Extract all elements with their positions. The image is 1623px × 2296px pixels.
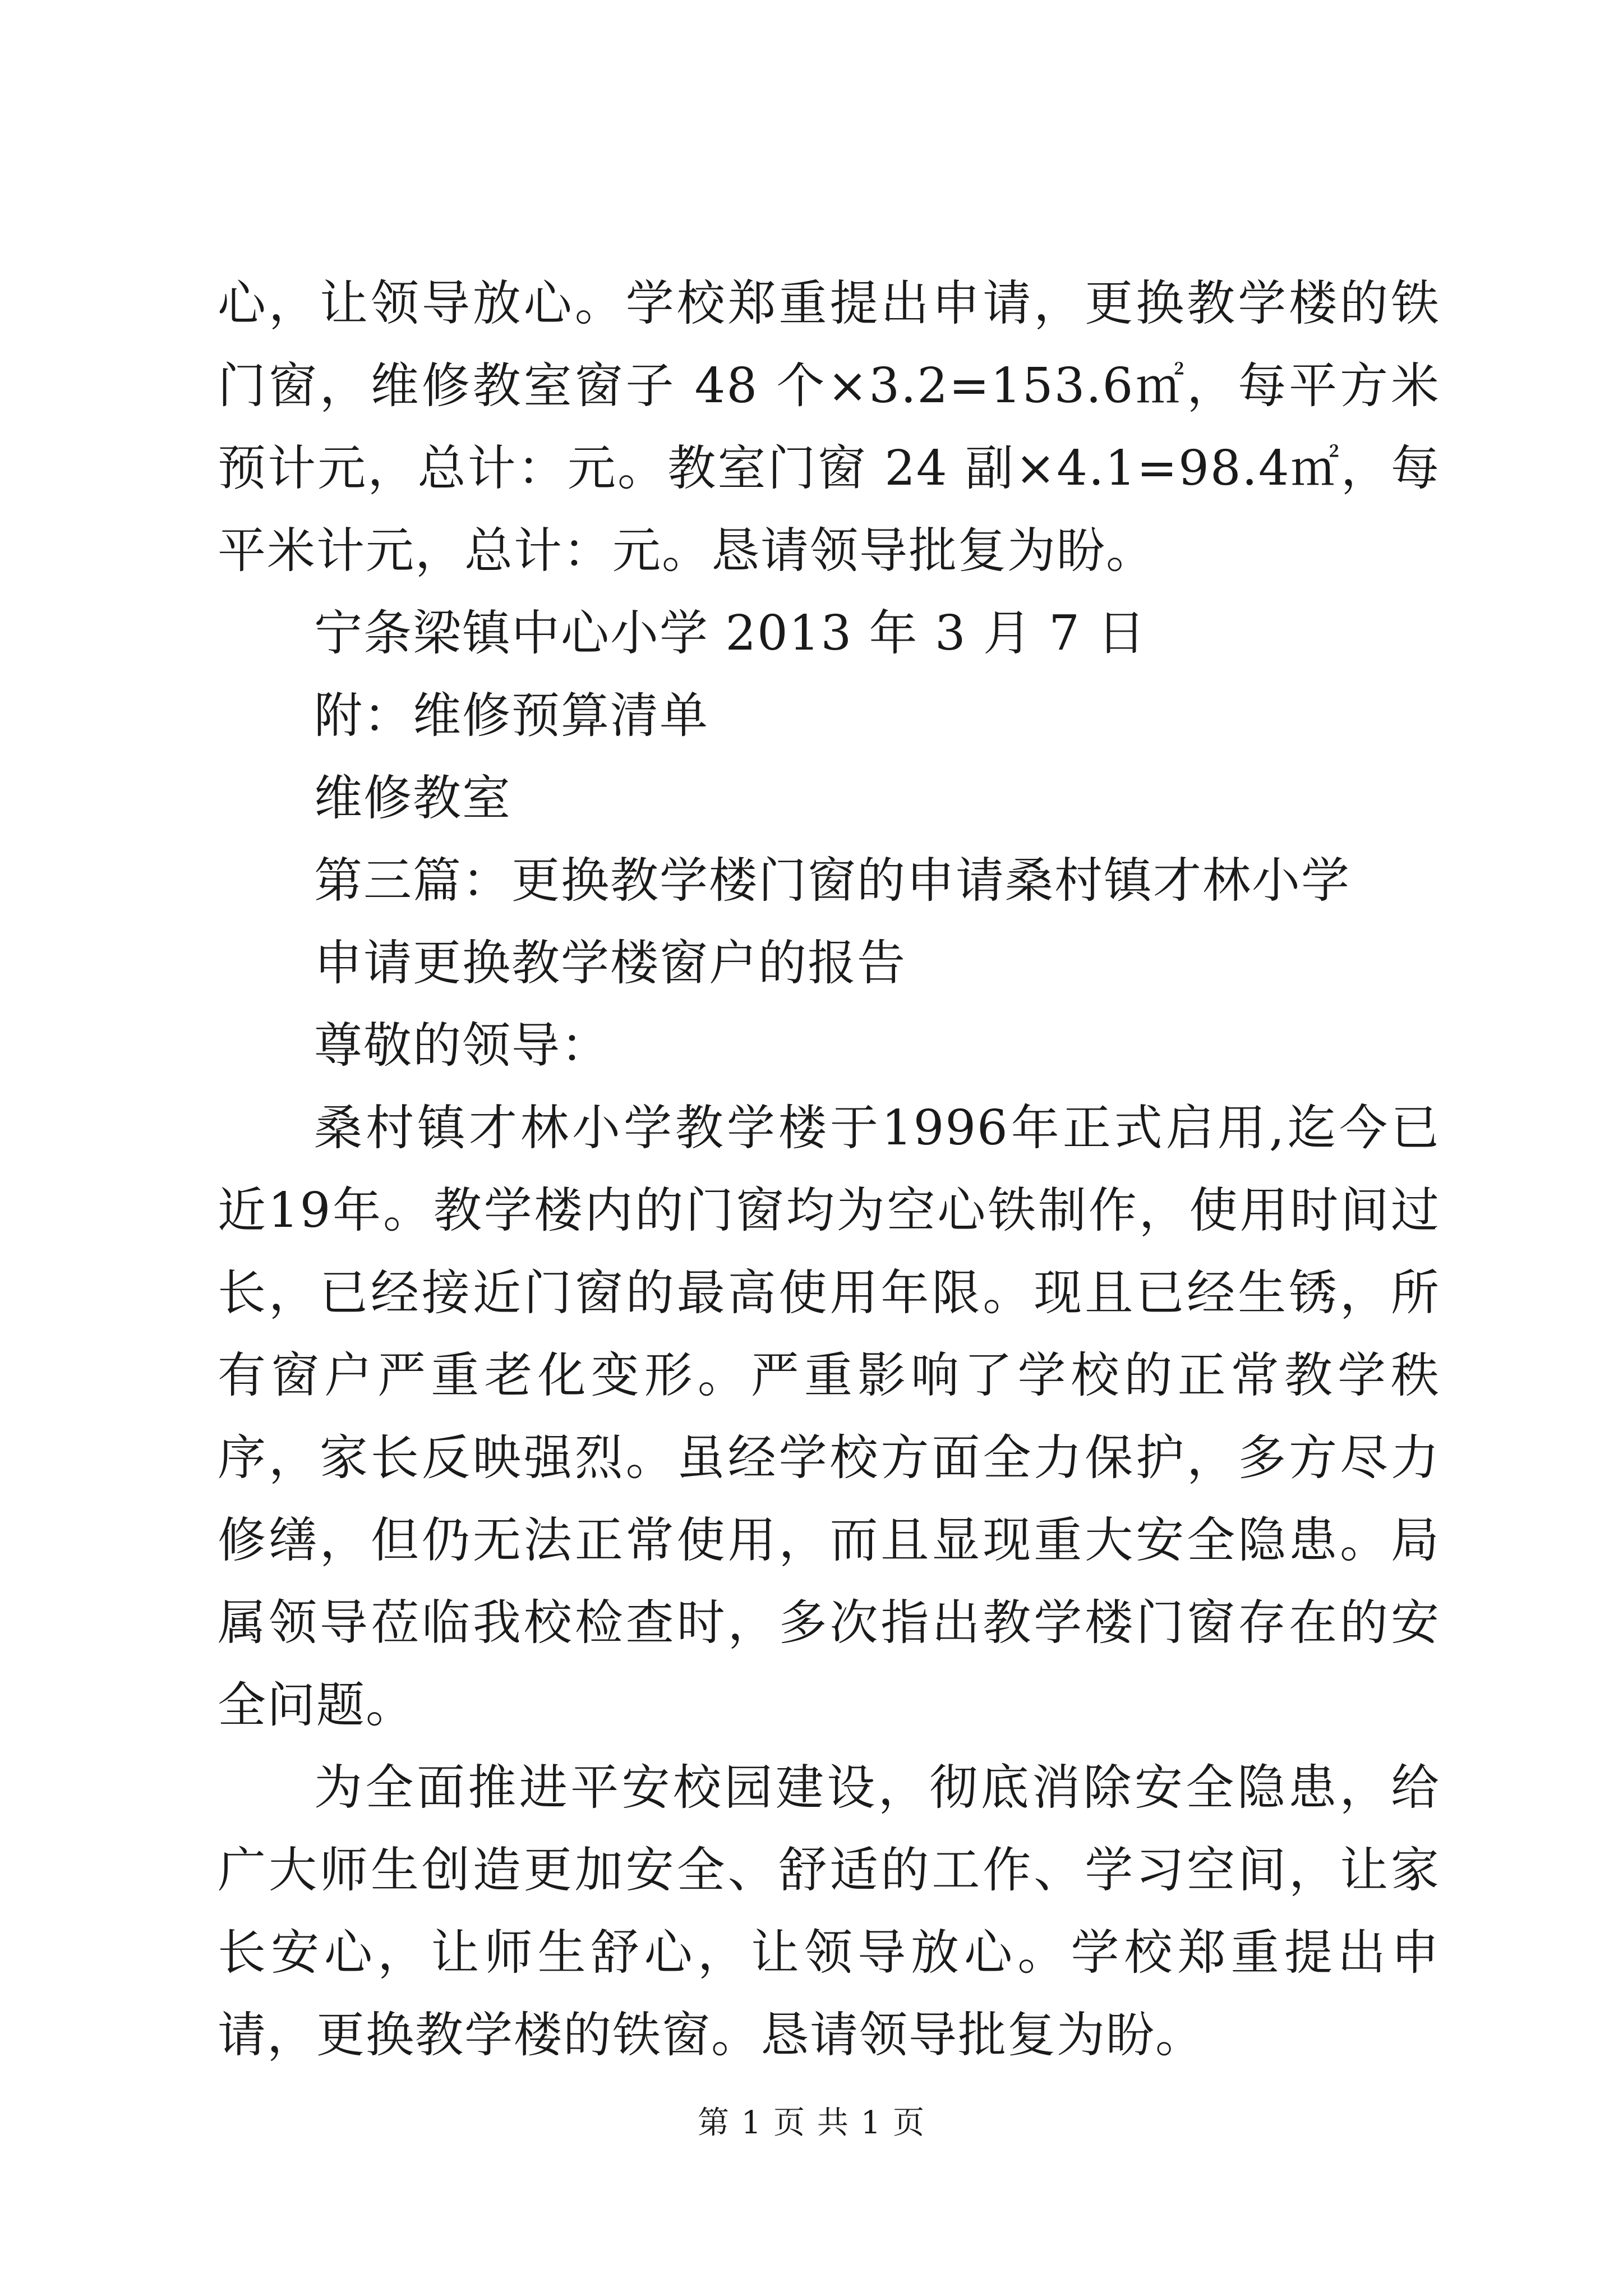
document-body	[218, 263, 1440, 2077]
paragraph-attachment: 附：维修预算清单	[314, 688, 709, 744]
paragraph-section-title: 第三篇：更换教学楼门窗的申请桑村镇才林小学	[314, 853, 1350, 909]
paragraph-body-situation: 桑村镇才林小学教学楼于1996年正式启用,迄今已近19年。教学楼内的门窗均为空心铁制作，使用时间过长，已经接近门窗的最高使用年限。现且已经生锈，所有窗户严重老化变形。严重影响了学校的正常教学秩序，家长反映强烈。虽经学校方面全力保护，多方尽力修缮，但仍无法正常使用，而且显现重大安全隐患。局属领导莅临我校检查时，多次指出教学楼门窗存在的安全问题。	[218, 1100, 1440, 1733]
paragraph-report-title: 申请更换教学楼窗户的报告	[314, 935, 906, 991]
paragraph-salutation: 尊敬的领导：	[314, 1018, 610, 1074]
paragraph-continuation: 心，让领导放心。学校郑重提出申请，更换教学楼的铁门窗，维修教室窗子 48 个×3.2=153.6㎡，每平方米预计元，总计：元。教室门窗 24 副×4.1=98.4㎡，每平米计元，总计：元。恳请领导批复为盼。	[218, 275, 1440, 579]
page-footer: 第 1 页 共 1 页	[697, 2105, 926, 2141]
paragraph-school-date: 宁条梁镇中心小学 2013 年 3 月 7 日	[314, 605, 1147, 661]
paragraph-repair-classroom: 维修教室	[314, 770, 511, 826]
paragraph-body-request: 为全面推进平安校园建设，彻底消除安全隐患，给广大师生创造更加安全、舒适的工作、学习空间，让家长安心，让师生舒心，让领导放心。学校郑重提出申请，更换教学楼的铁窗。恳请领导批复为盼。	[218, 1760, 1440, 2063]
